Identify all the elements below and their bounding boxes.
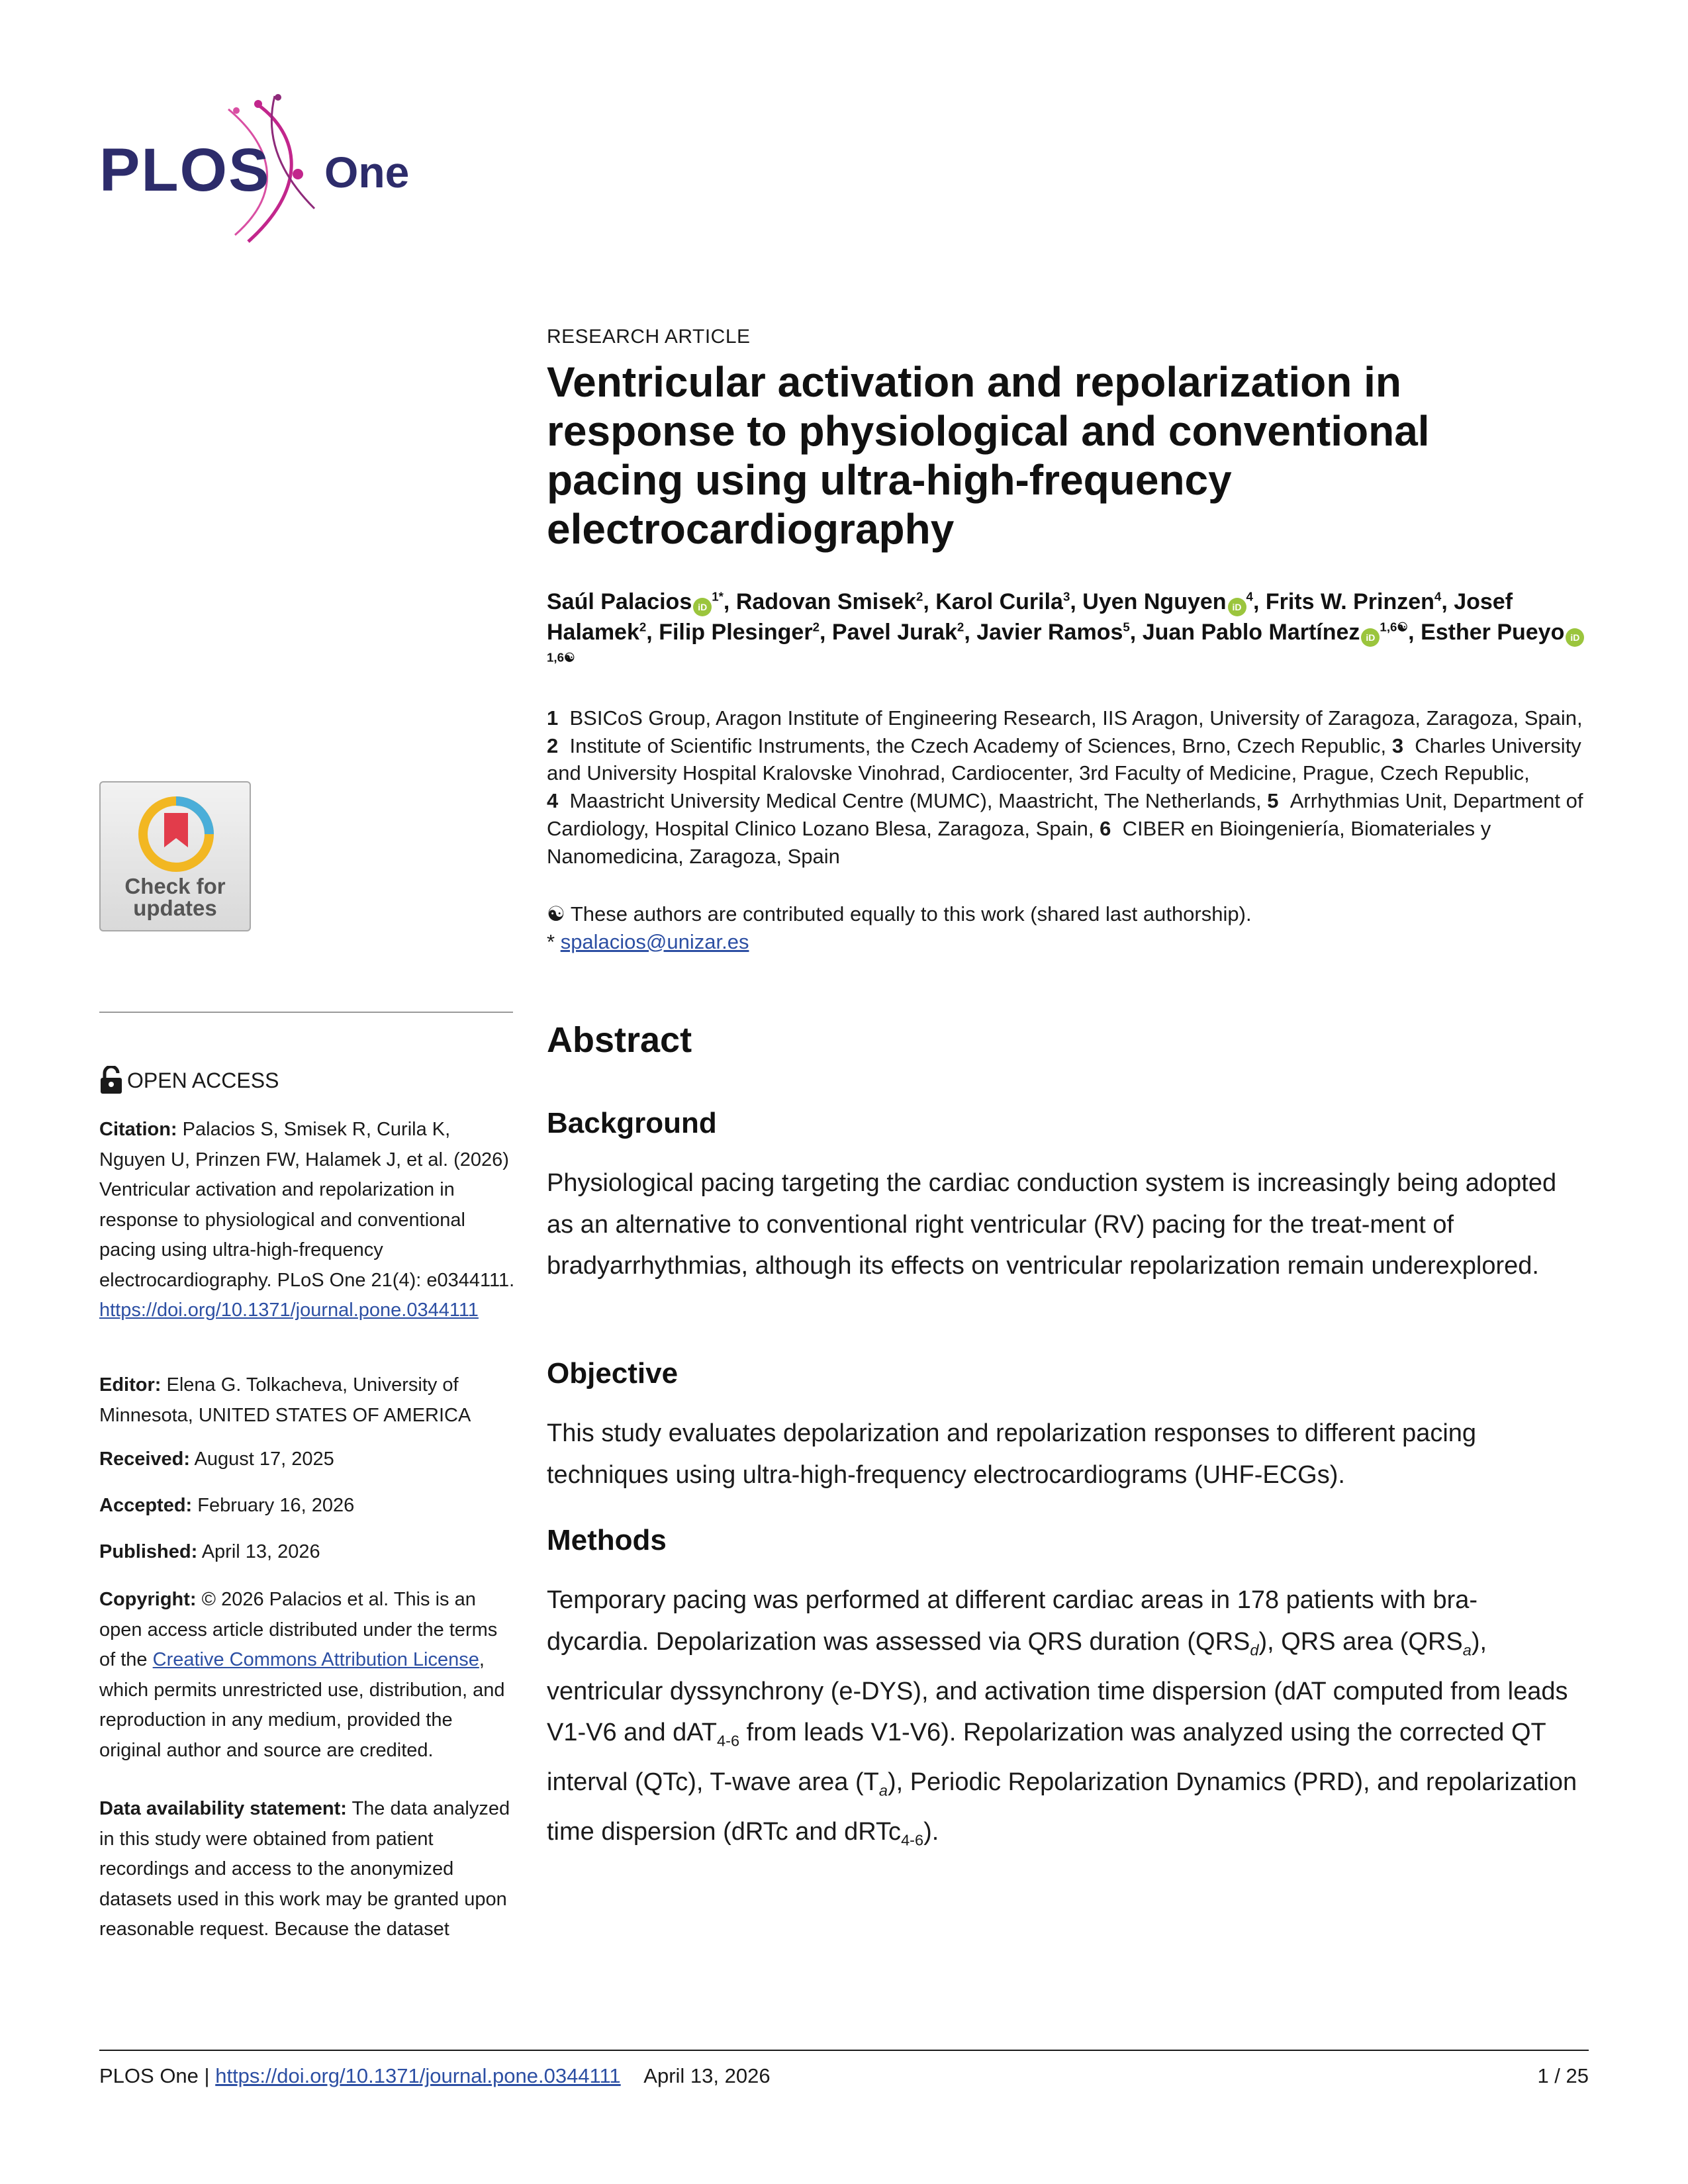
orcid-icon[interactable]: iD (1228, 598, 1246, 616)
logo-swoosh (271, 96, 314, 209)
logo-dot (254, 100, 262, 108)
author-name: Esther Pueyo (1421, 620, 1565, 645)
article-title: Ventricular activation and repolarization in response to physiological and conventional pacing using ultra-high-frequency electrocardiography (547, 358, 1430, 553)
accepted-label: Accepted: (99, 1495, 193, 1516)
methods-part: ), QRS area (QRS (1258, 1627, 1463, 1656)
data-availability-block (99, 1794, 516, 1945)
author-affiliation-marker: 3 (1062, 589, 1070, 604)
methods-heading: Methods (547, 1524, 667, 1556)
author-separator: , (723, 589, 736, 614)
correspondence-marker: * (547, 929, 561, 953)
logo-brand: PLOS (99, 136, 271, 204)
received-label: Received: (99, 1448, 191, 1470)
correspondence-line (547, 928, 1593, 956)
footer-info (99, 2064, 771, 2088)
affiliation-text: CIBER en Bioingeniería, Biomateriales y Nanomedicina, Zaragoza, Spain (547, 816, 1491, 868)
check-for-updates-badge[interactable] (99, 781, 251, 931)
methods-part: Temporary pacing was performed at different cardiac areas in 178 patients with bra-dycardia. Depolarization was assessed via QRS duration (QRS (547, 1586, 1478, 1656)
copyright-label: Copyright: (99, 1589, 197, 1610)
received-date: August 17, 2025 (194, 1448, 334, 1470)
logo-one: One (324, 148, 410, 197)
author-separator: , (819, 620, 832, 645)
author[interactable] (547, 589, 736, 614)
affiliation-number: 2 (547, 734, 559, 757)
copyright-text-end: , which permits unrestricted use, distribution, and reproduction in any medium, provided the original author and source are credited. (99, 1649, 505, 1761)
data-availability-text: The data analyzed in this study were obtained from patient recordings and access to the anonymized datasets used in this work may be granted upon reasonable request. Because the dataset (99, 1798, 510, 1940)
open-lock-icon (99, 1066, 123, 1095)
affiliation-number: 5 (1267, 789, 1279, 813)
footer-journal: PLOS One | (99, 2064, 210, 2087)
author[interactable] (1143, 620, 1421, 645)
author-name: Frits W. Prinzen (1265, 589, 1434, 614)
methods-part: ), Periodic Repolarization Dynamics (PRD), and repolarization time dispersion (dRTc and dRTc (547, 1768, 1577, 1846)
author-affiliation-marker: 2 (812, 620, 820, 634)
affiliation-number: 6 (1100, 816, 1111, 840)
author-name: Uyen Nguyen (1082, 589, 1227, 614)
affiliations (547, 704, 1593, 870)
affiliation-text: Arrhythmias Unit, Department of Cardiology, Hospital Clinico Lozano Blesa, Zaragoza, Spain, (547, 789, 1583, 840)
author[interactable] (659, 620, 832, 645)
editor-block (99, 1370, 516, 1431)
author-separator: , (1252, 589, 1266, 614)
author[interactable] (1082, 589, 1266, 614)
orcid-icon[interactable]: iD (693, 598, 712, 616)
affiliation-number: 3 (1391, 734, 1404, 757)
author-affiliation-marker: 1* (712, 589, 724, 604)
copyright-text: © 2026 Palacios et al. This is an open access article distributed under the terms of the (99, 1589, 498, 1670)
methods-subscript: a (1462, 1641, 1472, 1659)
updates-line2: updates (133, 896, 217, 920)
abstract-heading: Abstract (547, 1020, 692, 1060)
updates-line1: Check for (124, 874, 226, 898)
logo-dot (275, 94, 281, 101)
published-block (99, 1537, 516, 1568)
author-name: Javier Ramos (976, 620, 1123, 645)
background-heading: Background (547, 1107, 717, 1139)
author-name: Josef Halamek (547, 589, 1513, 645)
author-affiliation-marker: 4 (1434, 589, 1442, 604)
author-list (547, 587, 1593, 678)
author-separator: , (646, 620, 659, 645)
methods-part: ). (923, 1818, 939, 1846)
accepted-date: February 16, 2026 (197, 1495, 355, 1516)
author-notes (547, 900, 1593, 955)
methods-text (547, 1580, 1579, 1861)
methods-subscript: d (1250, 1641, 1259, 1659)
editor-text: Elena G. Tolkacheva, University of Minnesota, UNITED STATES OF AMERICA (99, 1374, 471, 1426)
citation-text: Palacios S, Smisek R, Curila K, Nguyen U, Prinzen FW, Halamek J, et al. (2026) Ventricular activation and repolarization in response to physiological and conventional pacing using ultra-high-frequency electrocardiography. PLoS One 21(4): e0344111. (99, 1119, 515, 1291)
published-label: Published: (99, 1541, 198, 1562)
license-link[interactable]: Creative Commons Attribution License (152, 1649, 479, 1670)
author-separator: , (1441, 589, 1454, 614)
author-affiliation-marker: 2 (915, 589, 923, 604)
affiliation-text: BSICoS Group, Aragon Institute of Engineering Research, IIS Aragon, University of Zaragoza, Zaragoza, Spain, (569, 706, 1583, 730)
methods-subscript: a (878, 1781, 888, 1799)
received-block (99, 1445, 516, 1475)
objective-text: This study evaluates depolarization and repolarization responses to different pacing techniques using ultra-high-frequency electrocardiograms (UHF-ECGs). (547, 1419, 1477, 1489)
author-name: Saúl Palacios (547, 589, 692, 614)
footer-date: April 13, 2026 (643, 2064, 771, 2087)
author-separator: , (964, 620, 977, 645)
methods-subscript: 4-6 (901, 1831, 924, 1849)
accepted-block (99, 1491, 516, 1521)
citation-label: Citation: (99, 1119, 177, 1140)
updates-icon (135, 793, 217, 875)
author-affiliation-marker: 2 (957, 620, 964, 634)
page-number: 1 / 25 (1537, 2064, 1589, 2087)
author-separator: , (923, 589, 936, 614)
objective-heading: Objective (547, 1357, 679, 1390)
affiliation-text: Institute of Scientific Instruments, the Czech Academy of Sciences, Brno, Czech Republic, (569, 734, 1387, 757)
author[interactable] (976, 620, 1142, 645)
author[interactable] (1266, 589, 1454, 614)
affiliation-text: Charles University and University Hospital Kralovske Vinohrad, Cardiocenter, 3rd Faculty of Medicine, Prague, Czech Republic, (547, 734, 1581, 785)
author-name: Filip Plesinger (659, 620, 813, 645)
footer-divider (99, 2050, 1589, 2051)
author[interactable] (832, 620, 976, 645)
footer-doi-link[interactable]: https://doi.org/10.1371/journal.pone.0344111 (215, 2064, 621, 2087)
author-affiliation-marker: 5 (1123, 620, 1130, 634)
methods-subscript: 4-6 (717, 1732, 740, 1750)
equal-contribution-note: ☯ These authors are contributed equally to this work (shared last authorship). (547, 902, 1252, 926)
author-affiliation-marker: 1,6☯ (547, 650, 575, 665)
affiliation-text: Maastricht University Medical Centre (MUMC), Maastricht, The Netherlands, (569, 789, 1262, 813)
orcid-icon[interactable]: iD (1566, 628, 1584, 647)
copyright-block (99, 1585, 516, 1766)
author[interactable] (935, 589, 1082, 614)
published-date: April 13, 2026 (201, 1541, 320, 1562)
citation-block (99, 1115, 516, 1326)
methods-part: from leads V1-V6). Repolarization was analyzed using the corrected QT interval (QTc), T-wave area (T (547, 1719, 1546, 1797)
sidebar-divider (99, 1012, 513, 1013)
author[interactable] (736, 589, 935, 614)
author-separator: , (1408, 620, 1421, 645)
editor-label: Editor: (99, 1374, 162, 1396)
article-type: RESEARCH ARTICLE (547, 326, 751, 348)
author-affiliation-marker: 1,6☯ (1380, 620, 1409, 634)
author-separator: , (1070, 589, 1083, 614)
methods-part: ), ventricular dyssynchrony (e-DYS), and activation time dispersion (dAT computed from leads V1-V6 and dAT (547, 1627, 1568, 1747)
author-name: Pavel Jurak (831, 620, 957, 645)
affiliation-number: 1 (547, 706, 559, 730)
logo-dot (293, 169, 303, 179)
background-text: Physiological pacing targeting the cardiac conduction system is increasingly being adopted as an alternative to conventional right ventricular (RV) pacing for the treat-ment of bradyarrhythmias, although its effects on ventricular repolarization remain underexplored. (547, 1169, 1557, 1280)
citation-doi-link[interactable]: https://doi.org/10.1371/journal.pone.0344111 (99, 1300, 479, 1321)
orcid-icon[interactable]: iD (1361, 628, 1380, 647)
author-affiliation-marker: 4 (1246, 589, 1253, 604)
logo-dot (233, 107, 240, 114)
author-name: Karol Curila (935, 589, 1063, 614)
email-link[interactable]: spalacios@unizar.es (560, 929, 749, 953)
open-access-label: OPEN ACCESS (127, 1068, 279, 1092)
affiliation-number: 4 (547, 789, 559, 813)
data-availability-label: Data availability statement: (99, 1798, 347, 1819)
author-name: Radovan Smisek (735, 589, 916, 614)
author-separator: , (1129, 620, 1143, 645)
author-affiliation-marker: 2 (639, 620, 647, 634)
author-name: Juan Pablo Martínez (1142, 620, 1360, 645)
open-access-row (99, 1065, 279, 1096)
